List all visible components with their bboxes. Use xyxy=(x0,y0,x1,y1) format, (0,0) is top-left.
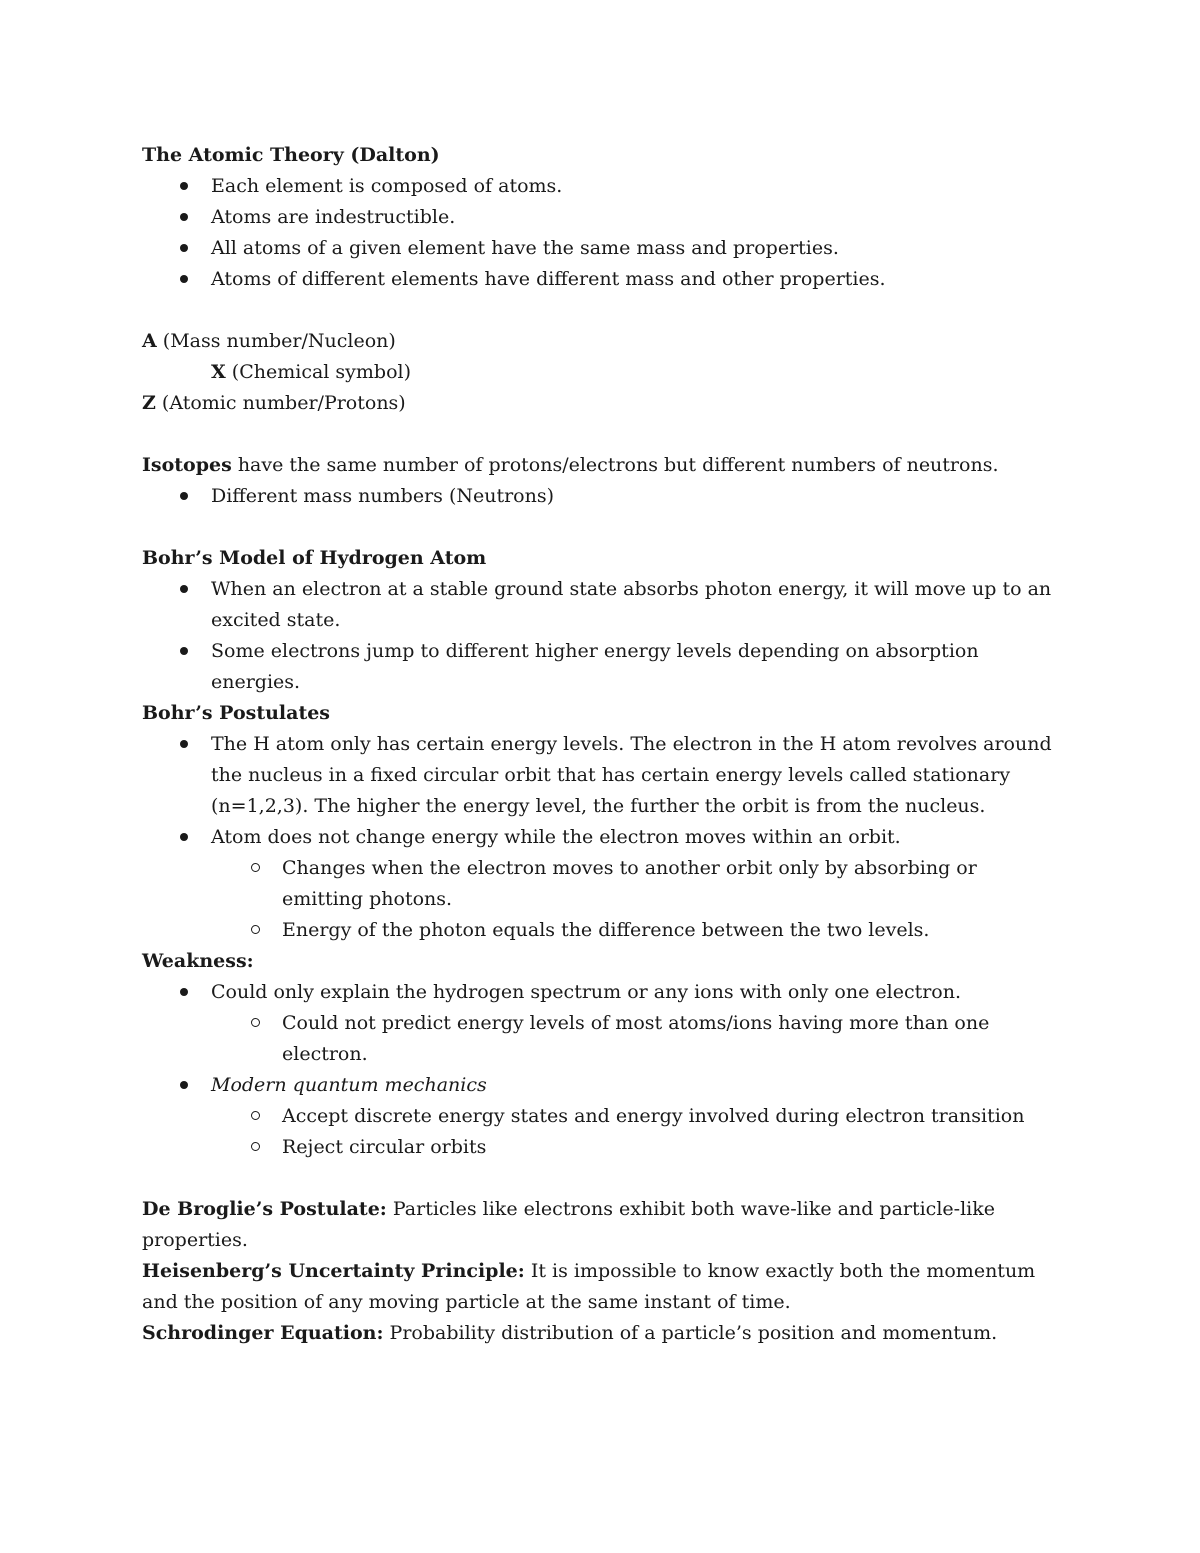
list-item: Atoms are indestructible. xyxy=(142,202,1062,233)
schrodinger-term: Schrodinger Equation: xyxy=(142,1322,384,1344)
list-item: Could only explain the hydrogen spectrum or any ions with only one electron. xyxy=(142,977,1062,1008)
isotopes-list xyxy=(142,481,1062,512)
heisenberg-text: It is impossible to know exactly both the momentum and the position of any moving particle at the same instant of time. xyxy=(142,1260,1036,1313)
list-item: When an electron at a stable ground state absorbs photon energy, it will move up to an excited state. xyxy=(142,574,1062,636)
de-broglie-definition xyxy=(142,1194,1062,1256)
list-item: Modern quantum mechanics xyxy=(142,1070,1062,1101)
bohr-model-list xyxy=(142,574,1062,698)
schrodinger-text: Probability distribution of a particle’s position and momentum. xyxy=(383,1322,998,1344)
isotopes-text: have the same number of protons/electrons but different numbers of neutrons. xyxy=(231,454,999,476)
list-item: All atoms of a given element have the same mass and properties. xyxy=(142,233,1062,264)
weakness-list xyxy=(142,977,1062,1163)
mass-number-label: (Mass number/Nucleon) xyxy=(156,330,396,352)
list-item: Atoms of different elements have different mass and other properties. xyxy=(142,264,1062,295)
list-item: Atom does not change energy while the electron moves within an orbit. xyxy=(142,822,1062,853)
sub-list-item: Accept discrete energy states and energy involved during electron transition xyxy=(142,1101,1062,1132)
chemical-symbol: X xyxy=(211,361,226,383)
notation-a-line xyxy=(142,326,1062,357)
notation-z-line xyxy=(142,388,1062,419)
bohr-model-heading: Bohr’s Model of Hydrogen Atom xyxy=(142,547,487,569)
atomic-number-symbol: Z xyxy=(142,392,156,414)
list-item: Each element is composed of atoms. xyxy=(142,171,1062,202)
weakness-heading: Weakness: xyxy=(142,950,254,972)
heisenberg-definition xyxy=(142,1256,1062,1318)
bohr-postulates-heading: Bohr’s Postulates xyxy=(142,702,331,724)
sub-list-item: Energy of the photon equals the difference between the two levels. xyxy=(142,915,1062,946)
isotopes-definition xyxy=(142,450,1062,481)
spacer xyxy=(142,295,1062,326)
heisenberg-term: Heisenberg’s Uncertainty Principle: xyxy=(142,1260,525,1282)
isotopes-term: Isotopes xyxy=(142,454,232,476)
dalton-list xyxy=(142,171,1062,295)
list-item: Different mass numbers (Neutrons) xyxy=(142,481,1062,512)
bohr-postulates-list xyxy=(142,729,1062,946)
sub-list-item: Could not predict energy levels of most atoms/ions having more than one electron. xyxy=(142,1008,1062,1070)
spacer xyxy=(142,512,1062,543)
de-broglie-text: Particles like electrons exhibit both wave-like and particle-like properties. xyxy=(142,1198,995,1251)
list-item: The H atom only has certain energy levels. The electron in the H atom revolves around the nucleus in a fixed circular orbit that has certain energy levels called stationary (n=1,2,3). The higher the energy level, the further the orbit is from the nucleus. xyxy=(142,729,1062,822)
mass-number-symbol: A xyxy=(142,330,157,352)
spacer xyxy=(142,1163,1062,1194)
list-item: Some electrons jump to different higher energy levels depending on absorption energies. xyxy=(142,636,1062,698)
spacer xyxy=(142,419,1062,450)
dalton-heading: The Atomic Theory (Dalton) xyxy=(142,144,440,166)
notation-x-line xyxy=(142,357,1062,388)
sub-list-item: Changes when the electron moves to another orbit only by absorbing or emitting photons. xyxy=(142,853,1062,915)
de-broglie-term: De Broglie’s Postulate: xyxy=(142,1198,387,1220)
sub-list-item: Reject circular orbits xyxy=(142,1132,1062,1163)
document-body xyxy=(142,140,1062,1349)
chemical-symbol-label: (Chemical symbol) xyxy=(225,361,411,383)
schrodinger-definition xyxy=(142,1318,1062,1349)
atomic-number-label: (Atomic number/Protons) xyxy=(155,392,406,414)
